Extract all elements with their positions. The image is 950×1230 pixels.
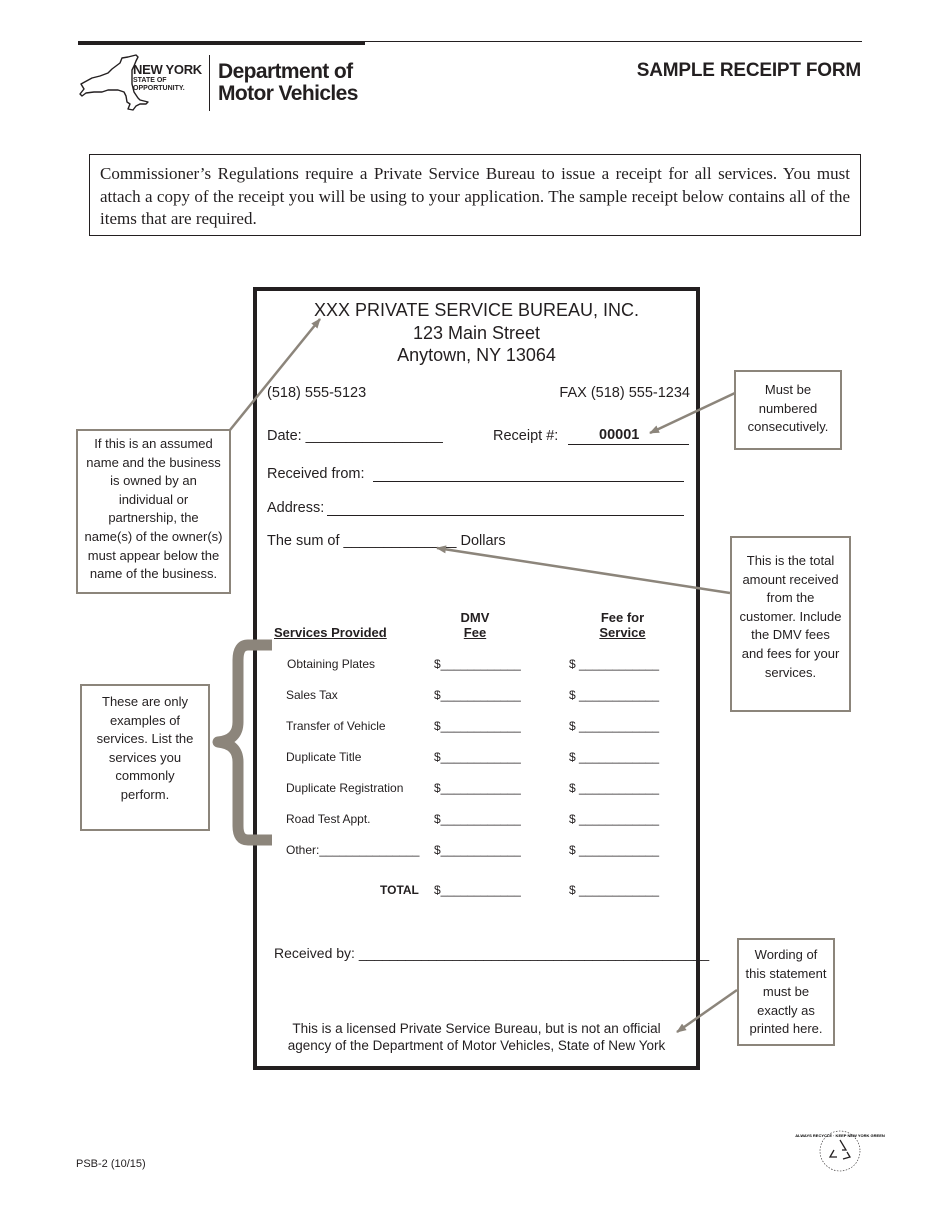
services-header: Services Provided — [274, 625, 387, 640]
business-fax: FAX (518) 555-1234 — [559, 385, 690, 401]
service-dmv-fee: $____________ — [434, 843, 521, 857]
callout-line: These are only — [102, 694, 188, 709]
callout-line: numbered — [758, 400, 818, 416]
total-service-fee: $ ____________ — [569, 883, 660, 897]
dmv-fee-header: DMV — [460, 610, 490, 625]
service-name: Other:_______________ — [286, 843, 420, 857]
callout-line: from the — [766, 590, 815, 606]
service-fee: $ ____________ — [569, 688, 660, 702]
arrow-to-business-name — [230, 319, 320, 430]
total-label: TOTAL — [380, 883, 419, 897]
dmv-fee-header-2: Fee — [463, 625, 487, 640]
service-fee: $ ____________ — [569, 719, 660, 733]
service-dmv-fee: $____________ — [434, 688, 521, 702]
callout-line: Must be — [764, 382, 812, 397]
receipt-number: 00001 — [599, 427, 640, 443]
callout-line: amount received — [742, 571, 839, 587]
recycle-icon — [795, 1130, 885, 1172]
callout-line: This is the total — [746, 553, 835, 568]
service-name: Transfer of Vehicle — [286, 719, 386, 733]
dmv-name-line1: Department of — [218, 60, 353, 83]
callout-numbered — [734, 370, 842, 450]
callout-line: printed here. — [749, 1021, 823, 1037]
business-phone: (518) 555-5123 — [267, 385, 367, 401]
received-by-field: Received by: _____________________________________________ — [274, 945, 710, 961]
receipt-number-label: Receipt #: — [493, 428, 559, 444]
page-title: SAMPLE RECEIPT FORM — [636, 60, 861, 81]
ny-logo-subtext-2: OPPORTUNITY. — [133, 85, 185, 92]
service-dmv-fee: $____________ — [434, 719, 521, 733]
intro-instructions: Commissioner’s Regulations require a Private Service Bureau to issue a receipt for all services. You must attach a copy of the receipt you will be using to your application. The sample receipt below contains all of the items that are required. — [89, 154, 861, 236]
callout-line: name and the business — [86, 454, 221, 470]
arrow-to-sum — [437, 548, 730, 593]
dmv-name-line2: Motor Vehicles — [218, 82, 358, 105]
arrow-to-receipt-number — [650, 393, 735, 433]
callout-line: individual or — [118, 491, 189, 507]
callout-line: must be — [762, 984, 810, 1000]
callout-assumed-name — [76, 429, 231, 594]
service-fee: $ ____________ — [569, 750, 660, 764]
callout-service-examples — [80, 684, 210, 831]
callout-line: customer. Include — [739, 608, 842, 624]
service-fee: $ ____________ — [569, 843, 660, 857]
service-fee-header-2: Service — [599, 625, 646, 640]
received-from-label: Received from: — [267, 466, 365, 482]
service-fee-header: Fee for — [600, 610, 645, 625]
service-name: Road Test Appt. — [286, 812, 371, 826]
service-dmv-fee: $____________ — [434, 657, 521, 671]
callout-line: commonly — [115, 768, 175, 784]
callout-line: name of the business. — [89, 566, 218, 582]
brace-icon — [218, 645, 272, 840]
callout-line: If this is an assumed — [94, 436, 213, 451]
callout-line: and fees for your — [741, 645, 840, 661]
service-dmv-fee: $____________ — [434, 812, 521, 826]
callout-line: is owned by an — [110, 473, 197, 489]
date-field: Date: _________________ — [267, 428, 443, 444]
callout-total-amount — [730, 536, 851, 712]
form-code: PSB-2 (10/15) — [76, 1158, 146, 1170]
service-fee: $ ____________ — [569, 812, 660, 826]
ny-logo-subtext: STATE OF — [133, 77, 167, 84]
callout-line: consecutively. — [747, 419, 829, 435]
callout-wording — [737, 938, 835, 1046]
service-name: Obtaining Plates — [287, 657, 376, 671]
business-street: 123 Main Street — [412, 323, 541, 343]
recycle-text: ALWAYS RECYCLE · KEEP NEW YORK GREEN — [795, 1133, 885, 1138]
service-dmv-fee: $____________ — [434, 750, 521, 764]
service-name: Duplicate Title — [286, 750, 362, 764]
address-label: Address: — [267, 500, 325, 516]
arrow-to-statement — [677, 990, 737, 1032]
official-statement-line1: This is a licensed Private Service Bureau, but is not an official — [292, 1021, 661, 1036]
callout-line: perform. — [120, 786, 170, 802]
callout-line: services you — [108, 749, 182, 765]
service-dmv-fee: $____________ — [434, 781, 521, 795]
service-fee: $ ____________ — [569, 781, 660, 795]
callout-line: services. List the — [96, 731, 194, 747]
service-fee: $ ____________ — [569, 657, 660, 671]
callout-line: Wording of — [754, 947, 818, 962]
callout-line: name(s) of the owner(s) — [84, 528, 223, 544]
callout-line: partnership, the — [108, 510, 199, 526]
business-city: Anytown, NY 13064 — [397, 345, 556, 365]
callout-line: exactly as — [757, 1002, 815, 1018]
callout-line: examples of — [109, 712, 181, 728]
business-name: XXX PRIVATE SERVICE BUREAU, INC. — [313, 300, 640, 320]
official-statement-line2: agency of the Department of Motor Vehicles, State of New York — [287, 1038, 666, 1053]
ny-logo-text: NEW YORK — [133, 62, 202, 77]
total-dmv-fee: $____________ — [434, 883, 521, 897]
callout-line: this statement — [745, 965, 827, 981]
callout-line: services. — [764, 664, 817, 680]
callout-line: the DMV fees — [751, 627, 830, 643]
service-name: Sales Tax — [286, 688, 338, 702]
sum-field: The sum of ______________ Dollars — [267, 533, 506, 549]
callout-line: must appear below the — [87, 547, 220, 563]
service-name: Duplicate Registration — [286, 781, 404, 795]
